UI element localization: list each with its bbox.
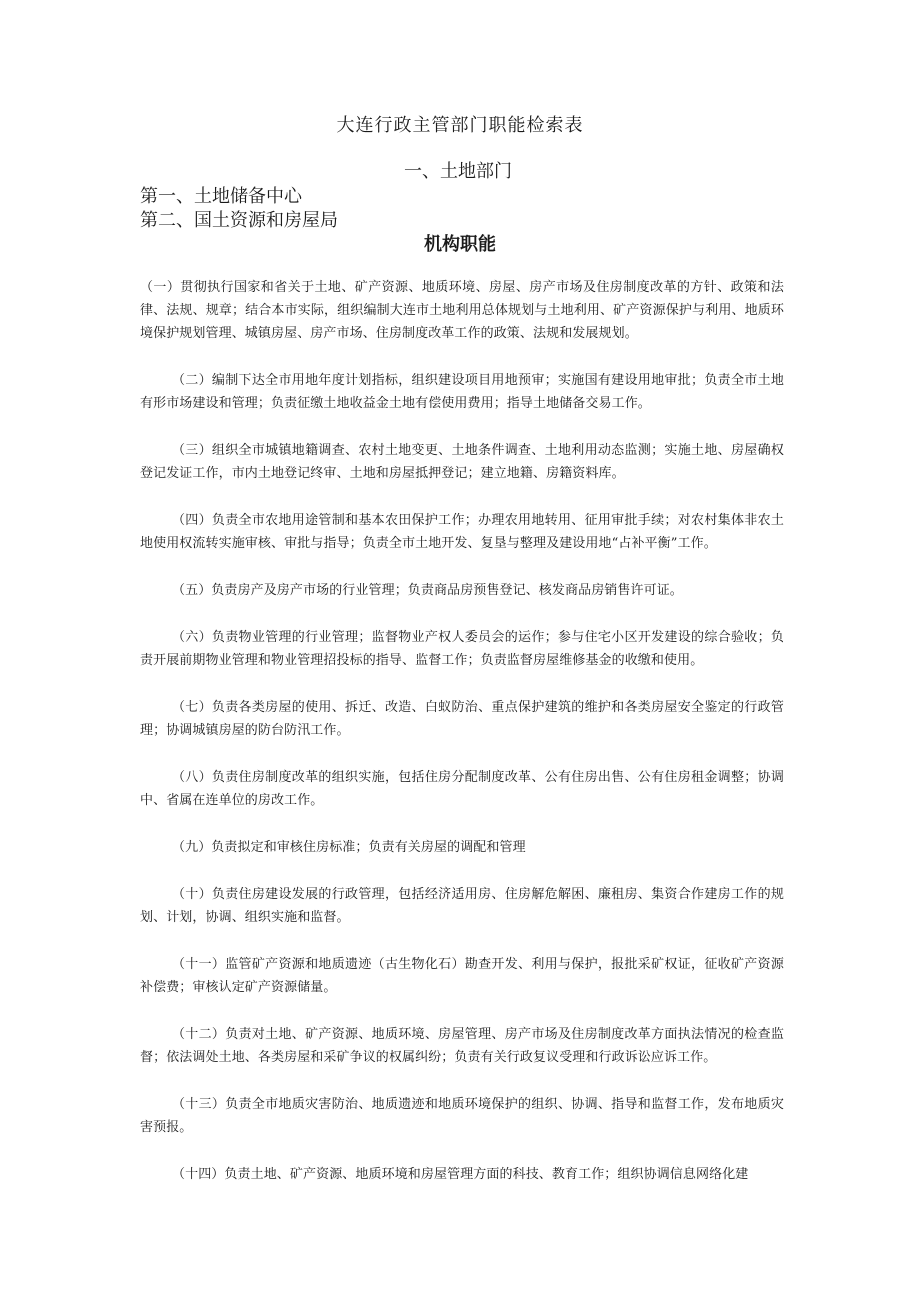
clause-list bbox=[140, 276, 784, 1210]
clause-9: （九）负责拟定和审核住房标准；负责有关房屋的调配和管理 bbox=[172, 840, 526, 855]
clause-7: （七）负责各类房屋的使用、拆迁、改造、白蚁防治、重点保护建筑的维护和各类房屋安全鉴定的行政管理；协调城镇房屋的防台防汛工作。 bbox=[140, 700, 784, 738]
section-title: 一、土地部门 bbox=[404, 161, 512, 182]
clause-1: （一）贯彻执行国家和省关于土地、矿产资源、地质环境、房屋、房产市场及住房制度改革的方针、政策和法律、法规、规章；结合本市实际，组织编制大连市土地利用总体规划与土地利用、矿产资源保护与利用、地质环境保护规划管理、城镇房屋、房产市场、住房制度改革工作的政策、法规和发展规划。 bbox=[140, 280, 784, 341]
clause-14: （十四）负责土地、矿产资源、地质环境和房屋管理方面的科技、教育工作；组织协调信息网络化建 bbox=[172, 1167, 749, 1182]
clause-6: （六）负责物业管理的行业管理；监督物业产权人委员会的运作；参与住宅小区开发建设的综合验收；负责开展前期物业管理和物业管理招投标的指导、监督工作；负责监督房屋维修基金的收缴和使用。 bbox=[140, 630, 784, 668]
sub-item-land-reserve-center: 第一、土地储备中心 bbox=[140, 186, 302, 207]
sub-item-land-resources-bureau: 第二、国土资源和房屋局 bbox=[140, 210, 338, 231]
clause-5: （五）负责房产及房产市场的行业管理；负责商品房预售登记、核发商品房销售许可证。 bbox=[172, 583, 683, 598]
functions-heading: 机构职能 bbox=[424, 234, 496, 255]
clause-2: （二）编制下达全市用地年度计划指标，组织建设项目用地预审；实施国有建设用地审批；负责全市土地有形市场建设和管理；负责征缴土地收益金土地有偿使用费用；指导土地储备交易工作。 bbox=[140, 373, 784, 411]
clause-12: （十二）负责对土地、矿产资源、地质环境、房屋管理、房产市场及住房制度改革方面执法情况的检查监督；依法调处土地、各类房屋和采矿争议的权属纠纷；负责有关行政复议受理和行政诉讼应诉工作。 bbox=[140, 1027, 784, 1065]
clause-4: （四）负责全市农地用途管制和基本农田保护工作；办理农用地转用、征用审批手续；对农村集体非农土地使用权流转实施审核、审批与指导；负责全市土地开发、复垦与整理及建设用地“占补平衡”工作。 bbox=[140, 513, 784, 551]
document-title: 大连行政主管部门职能检索表 bbox=[336, 115, 584, 136]
clause-8: （八）负责住房制度改革的组织实施，包括住房分配制度改革、公有住房出售、公有住房租金调整；协调中、省属在连单位的房改工作。 bbox=[140, 770, 784, 808]
clause-13: （十三）负责全市地质灾害防治、地质遗迹和地质环境保护的组织、协调、指导和监督工作，发布地质灾害预报。 bbox=[140, 1097, 784, 1135]
clause-10: （十）负责住房建设发展的行政管理，包括经济适用房、住房解危解困、廉租房、集资合作建房工作的规划、计划，协调、组织实施和监督。 bbox=[140, 887, 784, 925]
clause-3: （三）组织全市城镇地籍调查、农村土地变更、土地条件调查、土地利用动态监测；实施土地、房屋确权登记发证工作，市内土地登记终审、土地和房屋抵押登记；建立地籍、房籍资料库。 bbox=[140, 443, 784, 481]
clause-11: （十一）监管矿产资源和地质遗迹（古生物化石）勘查开发、利用与保护，报批采矿权证，征收矿产资源补偿费；审核认定矿产资源储量。 bbox=[140, 957, 784, 995]
